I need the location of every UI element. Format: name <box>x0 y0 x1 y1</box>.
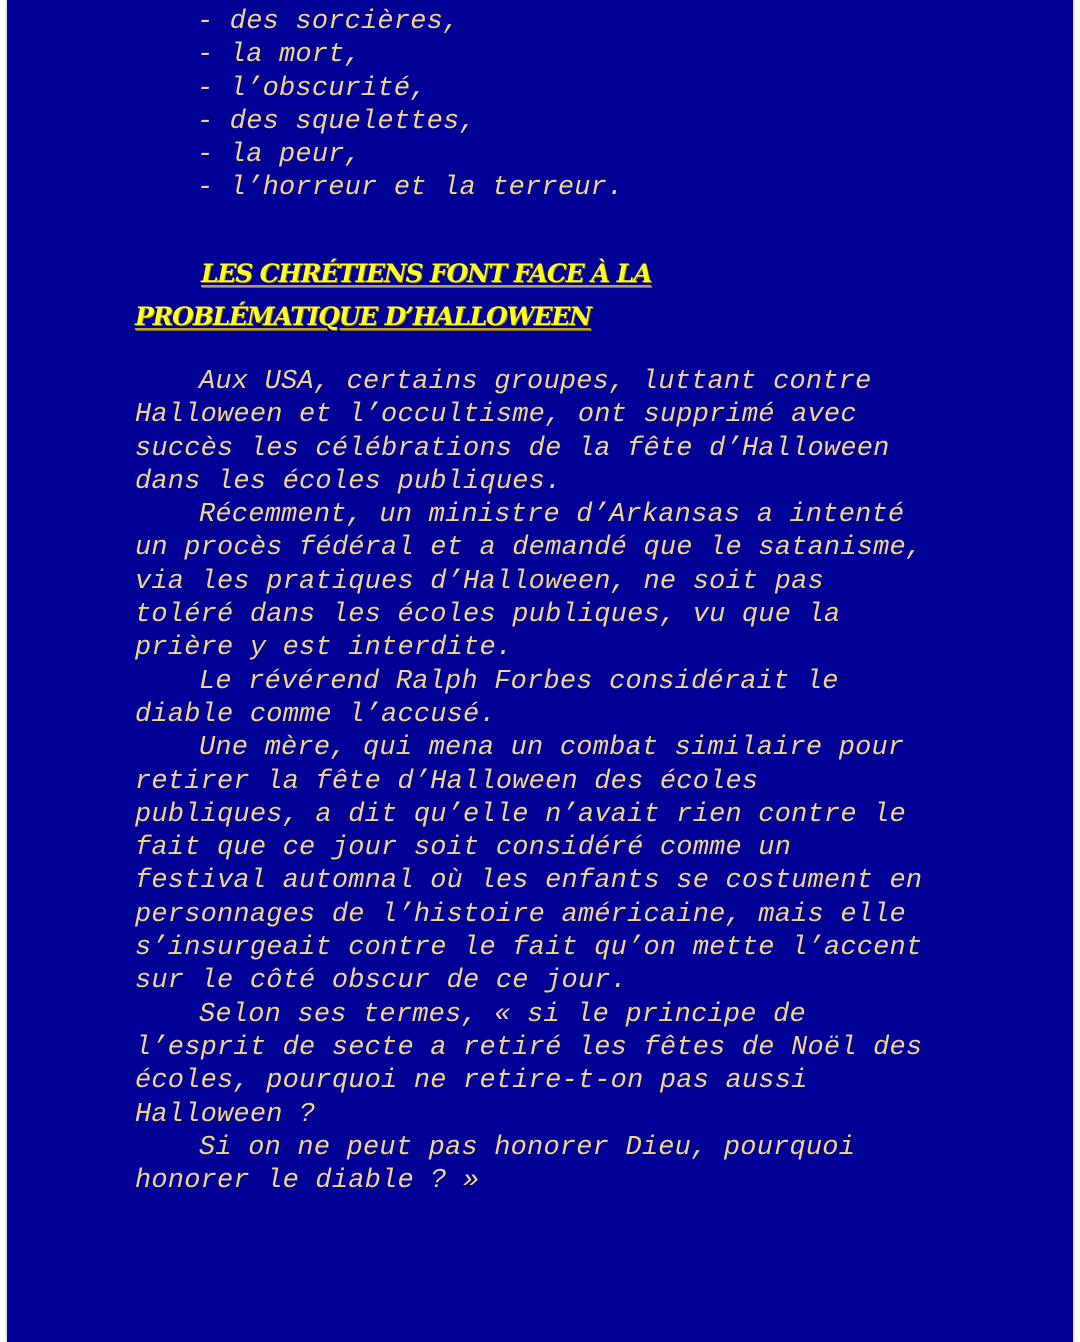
text-line: personnages de l’histoire américaine, mais elle <box>135 899 906 930</box>
paragraph <box>135 999 1065 1132</box>
text-line: sur le côté obscur de ce jour. <box>135 966 628 997</box>
list-item: - des sorcières, <box>197 7 460 37</box>
text-line: toléré dans les écoles publiques, vu que la <box>135 600 841 631</box>
list-item: - la mort, <box>197 40 362 71</box>
paragraph <box>135 732 1065 998</box>
list-item: - la peur, <box>197 140 362 171</box>
section-heading-line-2: PROBLÉMATIQUE D’HALLOWEEN <box>135 302 591 331</box>
text-line: via les pratiques d’Halloween, ne soit pas <box>135 566 824 597</box>
text-line: dans les écoles publiques. <box>135 466 562 497</box>
text-line: Une mère, qui mena un combat similaire pour <box>199 733 905 764</box>
text-line: diable comme l’accusé. <box>135 699 496 730</box>
text-line: l’esprit de secte a retiré les fêtes de Noël des <box>135 1032 923 1063</box>
text-line: Récemment, un ministre d’Arkansas a intenté <box>199 500 905 531</box>
text-line: festival automnal où les enfants se costument en <box>135 866 923 897</box>
text-line: retirer la fête d’Halloween des écoles <box>135 766 759 797</box>
text-line: prière y est interdite. <box>135 633 513 664</box>
list-item: - l’obscurité, <box>197 73 427 104</box>
text-line: succès les célébrations de la fête d’Halloween <box>135 433 890 464</box>
text-line: écoles, pourquoi ne retire-t-on pas aussi <box>135 1066 808 1097</box>
paragraph <box>135 666 1065 733</box>
text-line: s’insurgeait contre le fait qu’on mette l’accent <box>135 933 923 964</box>
text-line: Halloween et l’occultisme, ont supprimé avec <box>135 400 857 431</box>
text-line: Halloween ? <box>135 1099 316 1130</box>
halloween-themes-list <box>197 6 623 206</box>
body-text <box>135 366 1065 1198</box>
text-line: Le révérend Ralph Forbes considérait le <box>199 666 839 697</box>
text-line: honorer le diable ? » <box>135 1166 480 1197</box>
text-line: Selon ses termes, « si le principe de <box>199 999 806 1030</box>
text-line: fait que ce jour soit considéré comme un <box>135 833 792 864</box>
document-page <box>7 0 1073 1342</box>
paragraph <box>135 1132 1065 1199</box>
paragraph <box>135 499 1065 665</box>
text-line: publiques, a dit qu’elle n’avait rien contre le <box>135 799 906 830</box>
text-line: un procès fédéral et a demandé que le satanisme, <box>135 533 923 564</box>
section-heading <box>135 252 651 338</box>
section-heading-line-1: LES CHRÉTIENS FONT FACE À LA <box>201 259 652 288</box>
text-line: Aux USA, certains groupes, luttant contre <box>199 367 872 397</box>
paragraph <box>135 366 1065 499</box>
text-line: Si on ne peut pas honorer Dieu, pourquoi <box>199 1132 856 1163</box>
list-item: - l’horreur et la terreur. <box>197 173 624 204</box>
list-item: - des squelettes, <box>197 106 476 137</box>
